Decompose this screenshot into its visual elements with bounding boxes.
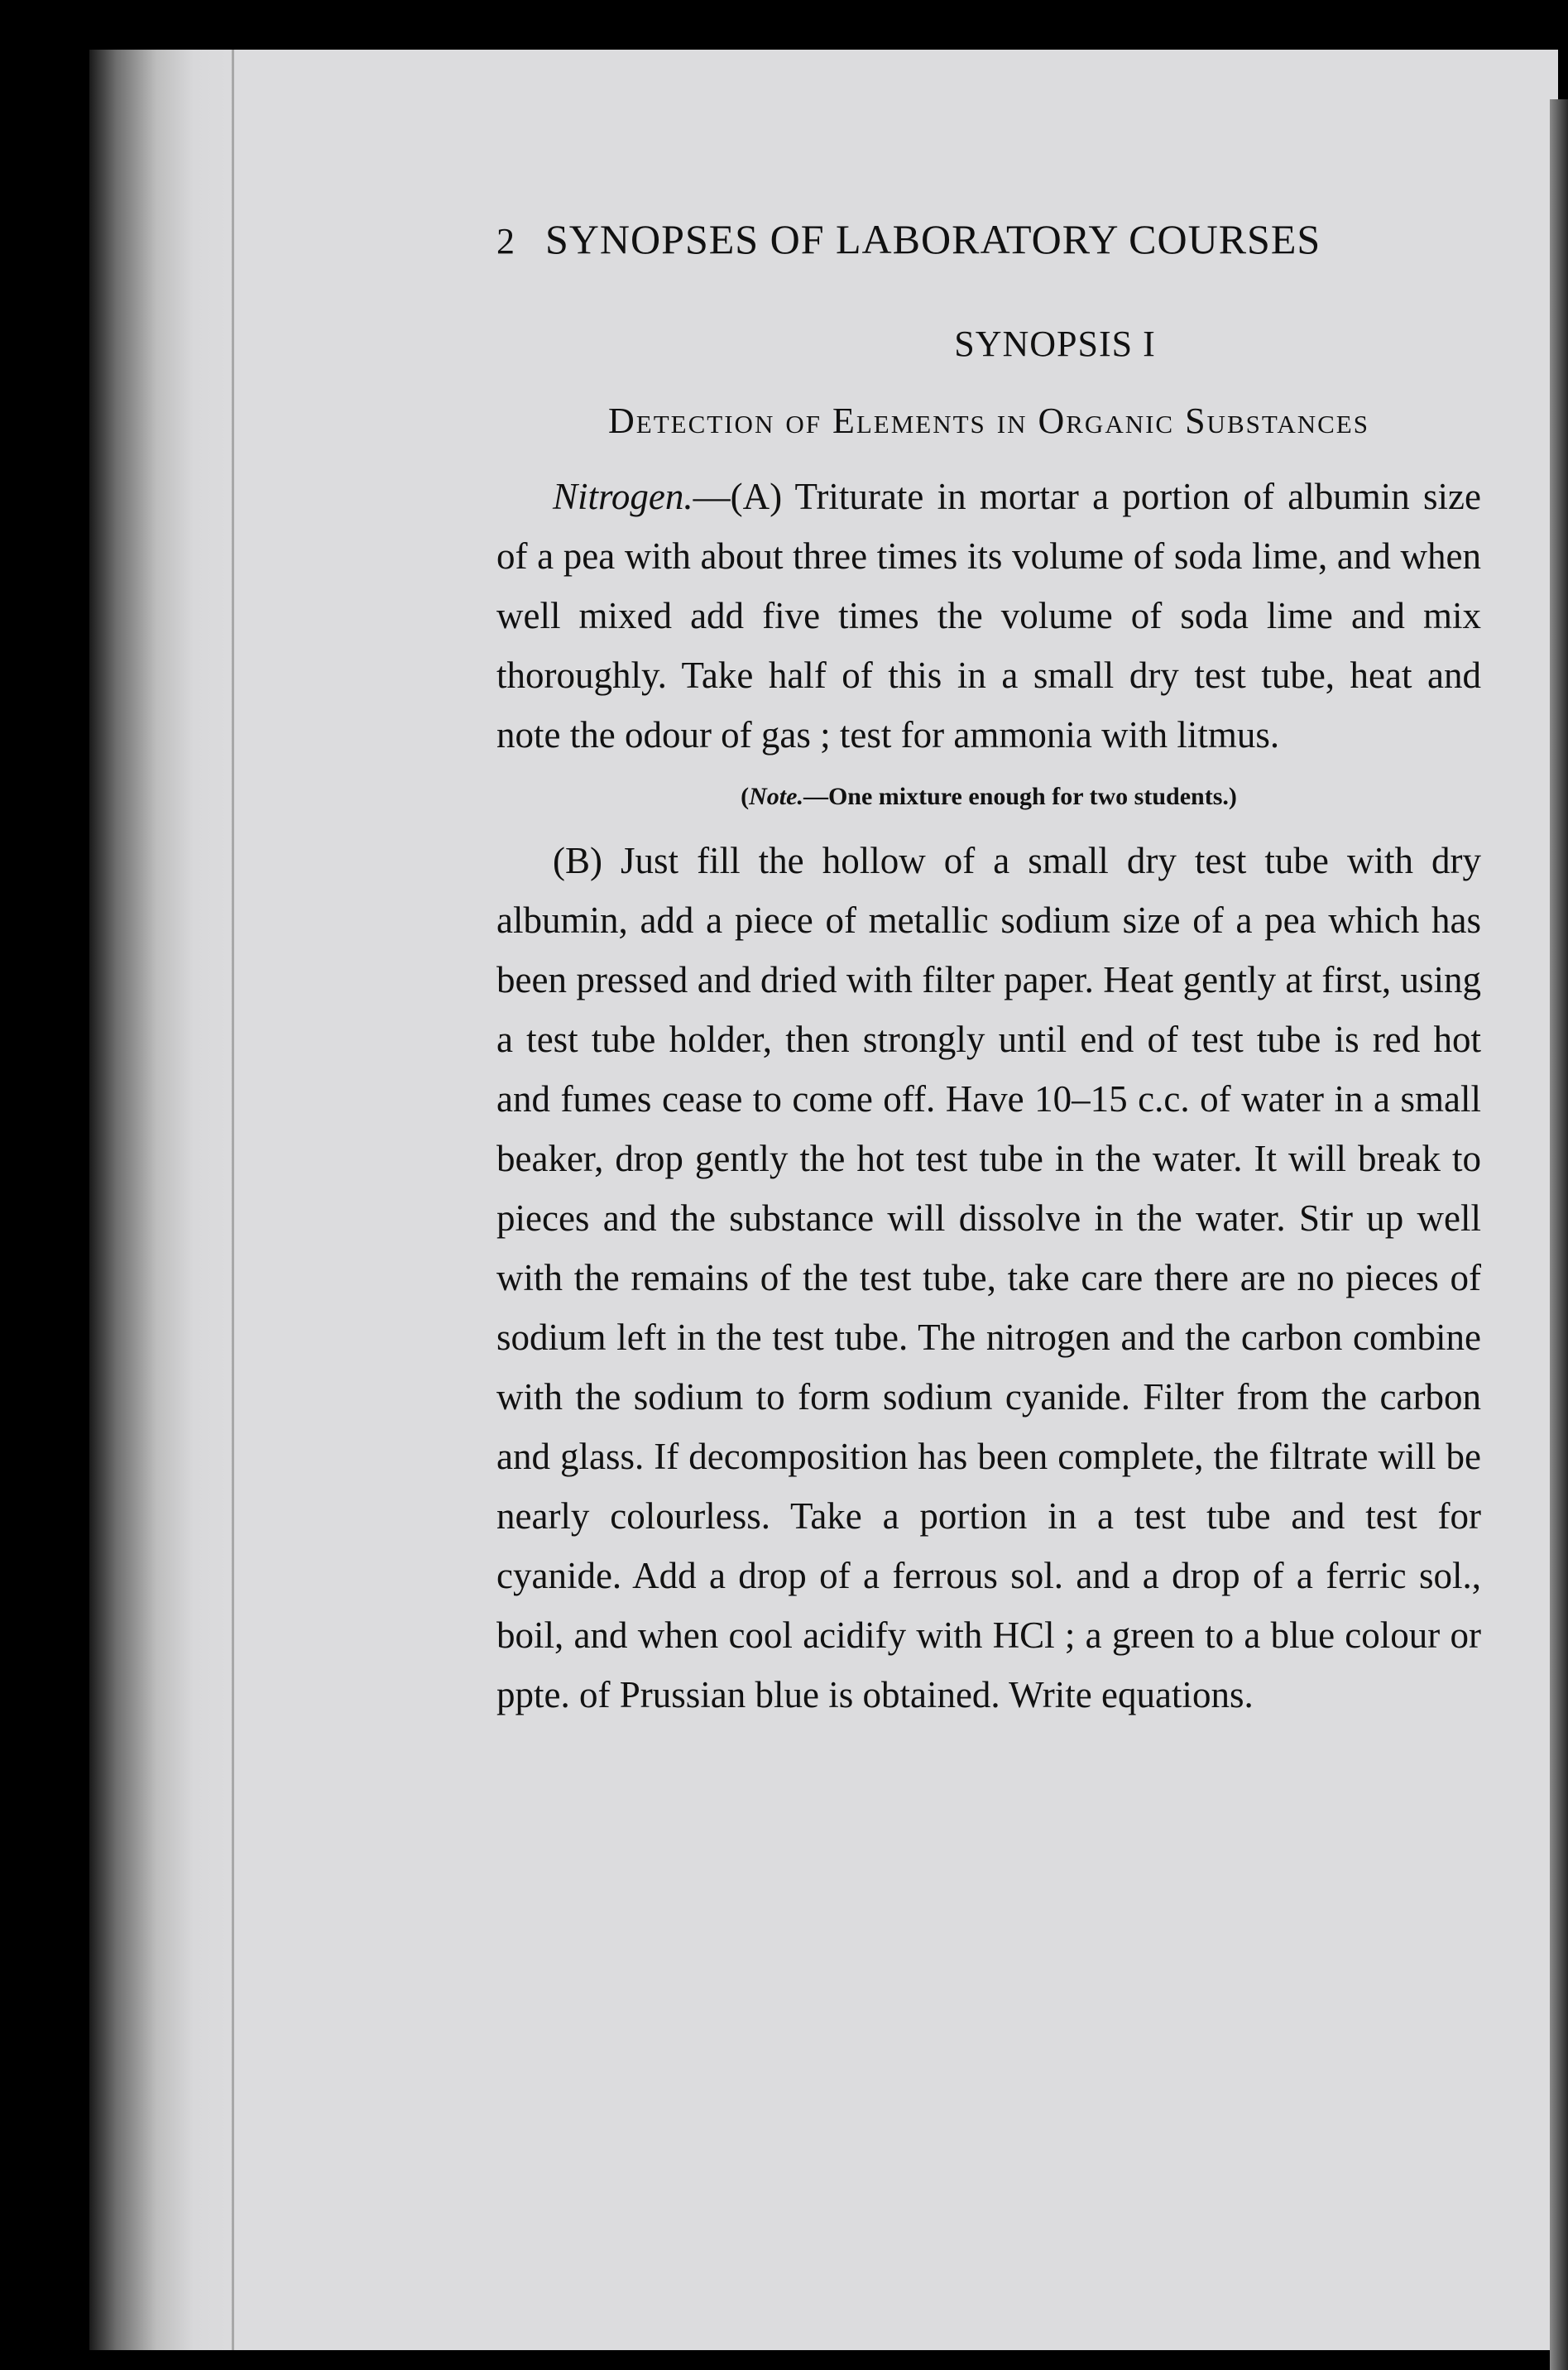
running-header (496, 215, 1481, 263)
paragraph-lead-in: Nitrogen. (553, 476, 693, 517)
note-label: Note. (749, 783, 803, 810)
paragraph-nitrogen-a (496, 467, 1481, 765)
paragraph-nitrogen-b (496, 831, 1481, 1725)
note-text: —One mixture enough for two students.) (803, 783, 1237, 810)
paragraph-b-text: (B) Just fill the hollow of a small dry test tube with dry albumin, add a piece of metallic sodium size of a pea which has been pressed and dried with filter paper. Heat gently at first, using a test tube holder, then strongly until end of test tube is red hot and fumes cease to come off. Have 10–15 c.c. of water in a small beaker, drop gently the hot test tube in the water. It will break to pieces and the substance will dissolve in the water. Stir up well with the remains of the test tube, take care there are no pieces of sodium left in the test tube. The nitrogen and the carbon combine with the sodium to form sodium cyanide. Filter from the carbon and glass. If decomposition has been complete, the filtrate will be nearly colourless. Take a portion in a test tube and test for cyanide. Add a drop of a ferrous sol. and a drop of a ferric sol., boil, and when cool acidify with HCl ; a green to a blue colour or ppte. of Prussian blue is obtained. Write equations. (496, 840, 1481, 1715)
page-right-edge (1550, 99, 1568, 2370)
footnote-note (496, 783, 1481, 811)
paragraph-a-text: —(A) Triturate in mortar a portion of albumin size of a pea with about three times its volume of soda lime, and when well mixed add five times the volume of soda lime and mix thoroughly. Take half of this in a small dry test tube, heat and note the odour of gas ; test for ammonia with litmus. (496, 476, 1481, 756)
section-heading: Detection of Elements in Organic Substances (608, 401, 1369, 441)
page-text-block (496, 215, 1481, 1725)
running-title: SYNOPSES OF LABORATORY COURSES (545, 216, 1321, 262)
page-number: 2 (496, 221, 515, 261)
book-binding-edge (89, 50, 238, 2350)
synopsis-title: SYNOPSIS I (954, 324, 1156, 364)
note-open-paren: ( (741, 783, 750, 810)
